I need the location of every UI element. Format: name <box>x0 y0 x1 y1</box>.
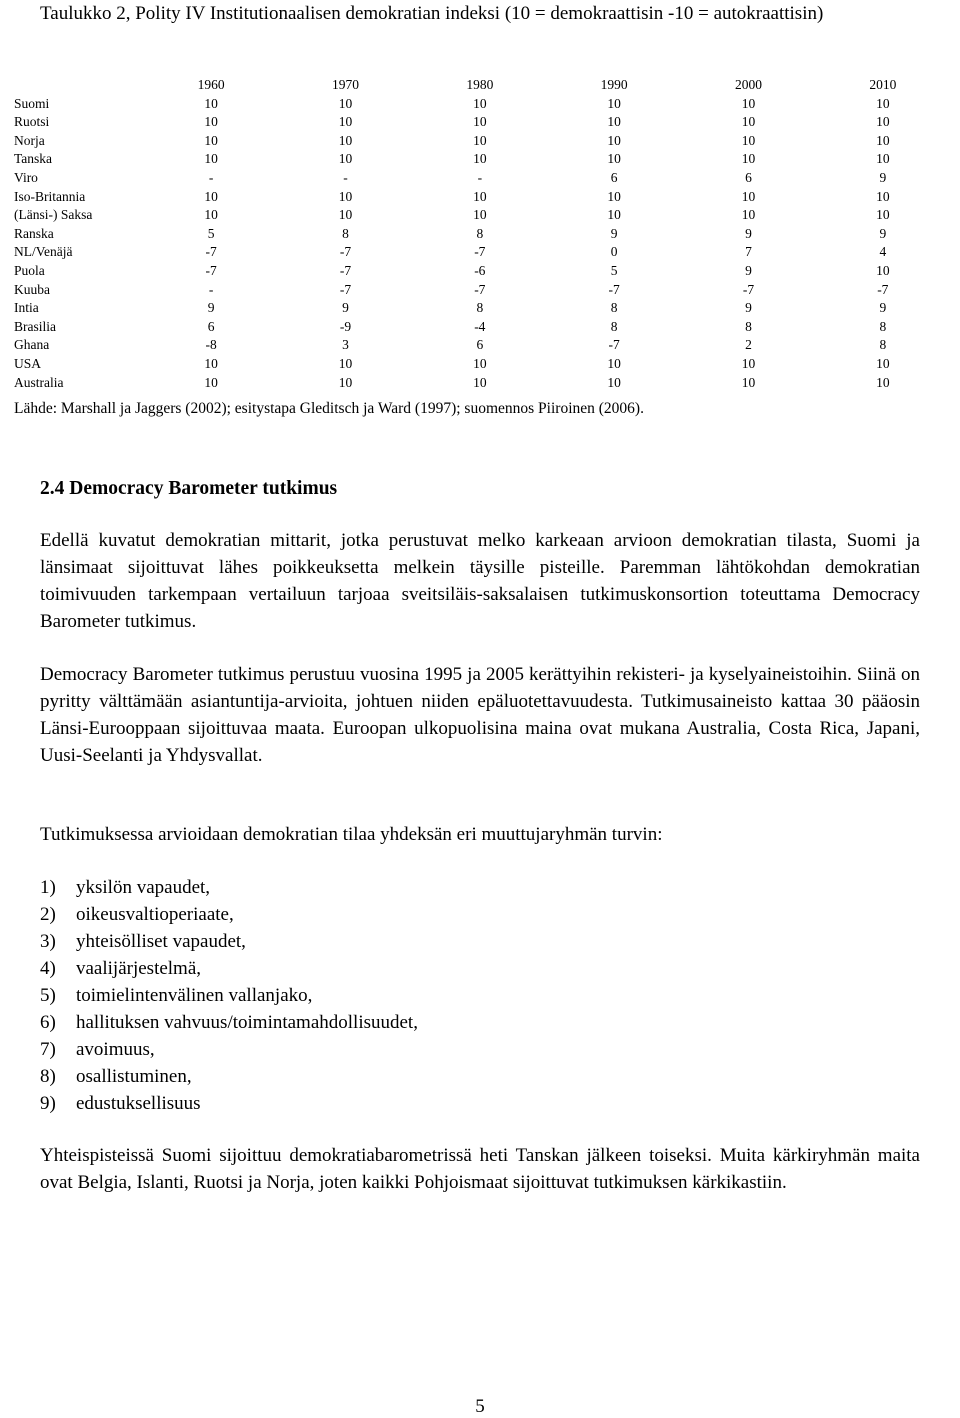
index-value-cell: 10 <box>204 188 218 204</box>
country-cell: Ranska <box>14 225 54 241</box>
index-value-cell: -9 <box>339 318 352 334</box>
democracy-index-table <box>10 76 950 392</box>
paragraph-factor-intro: Tutkimuksessa arvioidaan demokratian tilaa yhdeksän eri muuttujaryhmän turvin: <box>40 824 663 845</box>
index-value-cell: 6 <box>610 169 618 185</box>
paragraph-barometer-description: Democracy Barometer tutkimus perustuu vuosina 1995 ja 2005 kerättyihin rekisteri- ja kyselyaineistoihin. Siinä on pyritty välttämään asiantuntija-arvioita, johtuen niiden epäluotettavuudesta. Tutkimusaineisto kattaa 30 pääosin Länsi-Eurooppaan sijoittuvaa maata. Euroopan ulkopuolisina maina ovat mukana Australia, Costa Rica, Japani, Uusi-Seelanti ja Yhdysvallat. <box>40 664 920 766</box>
year-header: 1970 <box>331 77 359 92</box>
index-value-cell: -7 <box>339 244 352 260</box>
index-value-cell: 10 <box>741 207 756 223</box>
factor-item <box>40 1009 418 1036</box>
index-value-cell: -7 <box>474 281 486 297</box>
index-value-cell: 10 <box>876 95 890 111</box>
index-value-cell: 5 <box>610 262 618 278</box>
table-header-row <box>10 76 950 95</box>
paragraph-conclusion: Yhteispisteissä Suomi sijoittuu demokratiabarometrissä heti Tanskan jälkeen toiseksi. Muita kärkiryhmän maita ovat Belgia, Islanti, Ruotsi ja Norja, joten kaikki Pohjoismaat sijoittuvat tutkimuksen kärkikastiin. <box>40 1145 920 1193</box>
table-body <box>10 95 950 393</box>
index-value-cell: 10 <box>876 374 890 390</box>
index-value-cell: - <box>208 169 214 185</box>
index-value-cell: 10 <box>607 207 621 223</box>
country-cell: Australia <box>14 374 64 390</box>
index-value-cell: -7 <box>742 281 755 297</box>
index-value-cell: 10 <box>473 355 487 371</box>
index-value-cell: 10 <box>607 151 621 167</box>
table-row <box>10 188 950 207</box>
country-cell: Kuuba <box>14 281 50 297</box>
democracy-index-table-container <box>10 76 950 392</box>
year-header: 1960 <box>197 77 225 92</box>
index-value-cell: 8 <box>342 225 349 241</box>
factor-number: 8) <box>40 1066 56 1087</box>
index-value-cell: 6 <box>207 318 215 334</box>
paragraph-intro: Edellä kuvatut demokratian mittarit, jotka perustuvat melko karkeaan arvioon demokratian tilasta, Suomi ja länsimaat sijoittuvat lähes poikkeuksetta melkein täysille pisteille. Paremman lähtökohdan demokratian toimivuuden tarkempaan vertailuun tarjoaa sveitsiläis-saksalaisen tutkimuskonsortion toteuttama Democracy Barometer tutkimus. <box>40 530 920 632</box>
index-value-cell: 0 <box>610 244 618 260</box>
index-value-cell: -8 <box>205 337 217 353</box>
index-value-cell: 10 <box>607 95 621 111</box>
index-value-cell: 10 <box>473 207 487 223</box>
index-value-cell: 10 <box>607 188 621 204</box>
index-value-cell: -7 <box>474 244 486 260</box>
table-row <box>10 243 950 262</box>
index-value-cell: 10 <box>204 151 218 167</box>
index-value-cell: -7 <box>877 281 889 297</box>
table-row <box>10 150 950 169</box>
index-value-cell: 4 <box>879 244 887 260</box>
index-value-cell: 9 <box>207 300 215 316</box>
factor-number: 5) <box>40 985 56 1006</box>
index-value-cell: 10 <box>741 355 756 371</box>
index-value-cell: -7 <box>205 262 217 278</box>
country-cell: Iso-Britannia <box>14 188 86 204</box>
country-cell: Puola <box>14 262 45 278</box>
index-value-cell: 10 <box>204 132 218 148</box>
year-header: 2000 <box>734 77 762 92</box>
index-value-cell: 10 <box>876 207 890 223</box>
page-number: 5 <box>475 1396 485 1417</box>
table-row <box>10 374 950 393</box>
country-cell: Suomi <box>14 95 50 111</box>
factor-text: yksilön vapaudet, <box>76 877 211 898</box>
table-corner-cell <box>10 76 144 95</box>
country-cell: Brasilia <box>14 318 56 334</box>
factor-number: 2) <box>40 904 56 925</box>
index-value-cell: - <box>208 281 214 297</box>
index-value-cell: - <box>343 169 348 185</box>
index-value-cell: 8 <box>879 337 887 353</box>
index-value-cell: 8 <box>610 300 618 316</box>
index-value-cell: 10 <box>473 374 487 390</box>
index-value-cell: 10 <box>741 151 756 167</box>
index-value-cell: 10 <box>204 95 218 111</box>
index-value-cell: 10 <box>338 95 353 111</box>
index-value-cell: 9 <box>745 300 752 316</box>
table-row <box>10 169 950 188</box>
index-value-cell: 10 <box>876 262 890 278</box>
factor-text: osallistuminen, <box>76 1066 192 1087</box>
index-value-cell: 9 <box>879 225 887 241</box>
index-value-cell: 10 <box>876 114 890 130</box>
factor-list <box>40 874 418 1117</box>
index-value-cell: 10 <box>607 132 621 148</box>
table-row <box>10 95 950 114</box>
index-value-cell: -7 <box>339 281 352 297</box>
index-value-cell: 10 <box>338 355 353 371</box>
index-value-cell: 7 <box>745 244 752 260</box>
index-value-cell: 8 <box>879 318 887 334</box>
index-value-cell: 10 <box>607 355 621 371</box>
index-value-cell: 8 <box>610 318 618 334</box>
index-value-cell: -7 <box>608 337 620 353</box>
index-value-cell: 10 <box>473 151 487 167</box>
index-value-cell: -6 <box>474 262 486 278</box>
index-value-cell: -7 <box>608 281 620 297</box>
table-row <box>10 225 950 244</box>
country-cell: USA <box>14 355 42 371</box>
index-value-cell: 8 <box>476 225 484 241</box>
factor-number: 7) <box>40 1039 56 1060</box>
index-value-cell: 10 <box>473 114 487 130</box>
table-row <box>10 281 950 300</box>
index-value-cell: 8 <box>476 300 484 316</box>
factor-item <box>40 901 418 928</box>
factor-text: hallituksen vahvuus/toimintamahdollisuudet, <box>76 1012 418 1033</box>
index-value-cell: 9 <box>342 300 349 316</box>
index-value-cell: 10 <box>473 95 487 111</box>
table-source-note: Lähde: Marshall ja Jaggers (2002); esitystapa Gleditsch ja Ward (1997); suomennos Piiroinen (2006). <box>14 400 644 417</box>
factor-text: vaalijärjestelmä, <box>76 958 202 979</box>
index-value-cell: 10 <box>741 374 756 390</box>
index-value-cell: -4 <box>474 318 486 334</box>
index-value-cell: 10 <box>741 188 756 204</box>
index-value-cell: 10 <box>204 355 218 371</box>
factor-item <box>40 874 418 901</box>
index-value-cell: 6 <box>745 169 752 185</box>
index-value-cell: 10 <box>338 374 353 390</box>
index-value-cell: 9 <box>610 225 618 241</box>
factor-text: oikeusvaltioperiaate, <box>76 904 234 925</box>
index-value-cell: 10 <box>204 374 218 390</box>
country-cell: Ghana <box>14 337 50 353</box>
index-value-cell: 10 <box>338 188 353 204</box>
index-value-cell: 8 <box>745 318 752 334</box>
index-value-cell: 10 <box>876 355 890 371</box>
index-value-cell: 10 <box>607 374 621 390</box>
factor-text: yhteisölliset vapaudet, <box>76 931 246 952</box>
index-value-cell: 2 <box>745 337 752 353</box>
country-cell: Viro <box>14 169 38 185</box>
index-value-cell: 10 <box>876 151 890 167</box>
year-header: 1980 <box>466 77 494 92</box>
index-value-cell: -7 <box>339 262 352 278</box>
country-cell: (Länsi-) Saksa <box>14 207 93 223</box>
index-value-cell: 10 <box>338 132 353 148</box>
factor-number: 6) <box>40 1012 56 1033</box>
table-row <box>10 132 950 151</box>
index-value-cell: 10 <box>204 207 218 223</box>
index-value-cell: 5 <box>207 225 215 241</box>
index-value-cell: 10 <box>876 132 890 148</box>
index-value-cell: 9 <box>879 169 887 185</box>
index-value-cell: 3 <box>342 337 349 353</box>
index-value-cell: 9 <box>745 225 752 241</box>
index-value-cell: 10 <box>876 188 890 204</box>
table-caption: Taulukko 2, Polity IV Institutionaalisen demokratian indeksi (10 = demokraattisin -10 = autokraattisin) <box>40 3 824 24</box>
table-row <box>10 318 950 337</box>
table-row <box>10 206 950 225</box>
index-value-cell: 10 <box>473 188 487 204</box>
index-value-cell: 10 <box>741 95 756 111</box>
table-row <box>10 113 950 132</box>
factor-text: toimielintenvälinen vallanjako, <box>76 985 313 1006</box>
index-value-cell: 10 <box>607 114 621 130</box>
index-value-cell: - <box>477 169 483 185</box>
factor-number: 4) <box>40 958 56 979</box>
country-cell: Ruotsi <box>14 114 50 130</box>
index-value-cell: 10 <box>338 114 353 130</box>
factor-item <box>40 1063 418 1090</box>
country-cell: Tanska <box>14 151 53 167</box>
index-value-cell: -7 <box>205 244 217 260</box>
index-value-cell: 9 <box>879 300 887 316</box>
year-header: 2010 <box>869 77 897 92</box>
factor-text: avoimuus, <box>76 1039 155 1060</box>
factor-item <box>40 982 418 1009</box>
index-value-cell: 6 <box>476 337 484 353</box>
index-value-cell: 9 <box>745 262 752 278</box>
factor-item <box>40 955 418 982</box>
table-row <box>10 299 950 318</box>
factor-text: edustuksellisuus <box>76 1093 201 1114</box>
factor-item <box>40 928 418 955</box>
country-cell: NL/Venäjä <box>14 244 73 260</box>
factor-number: 9) <box>40 1093 56 1114</box>
index-value-cell: 10 <box>204 114 218 130</box>
table-row <box>10 355 950 374</box>
country-cell: Intia <box>14 300 39 316</box>
year-header: 1990 <box>600 77 628 92</box>
factor-number: 1) <box>40 877 56 898</box>
index-value-cell: 10 <box>338 151 353 167</box>
section-heading: 2.4 Democracy Barometer tutkimus <box>40 478 338 499</box>
country-cell: Norja <box>14 132 45 148</box>
table-row <box>10 262 950 281</box>
table-row <box>10 336 950 355</box>
index-value-cell: 10 <box>741 132 756 148</box>
factor-item <box>40 1036 418 1063</box>
index-value-cell: 10 <box>338 207 353 223</box>
factor-number: 3) <box>40 931 56 952</box>
factor-item <box>40 1090 418 1117</box>
index-value-cell: 10 <box>473 132 487 148</box>
index-value-cell: 10 <box>741 114 756 130</box>
